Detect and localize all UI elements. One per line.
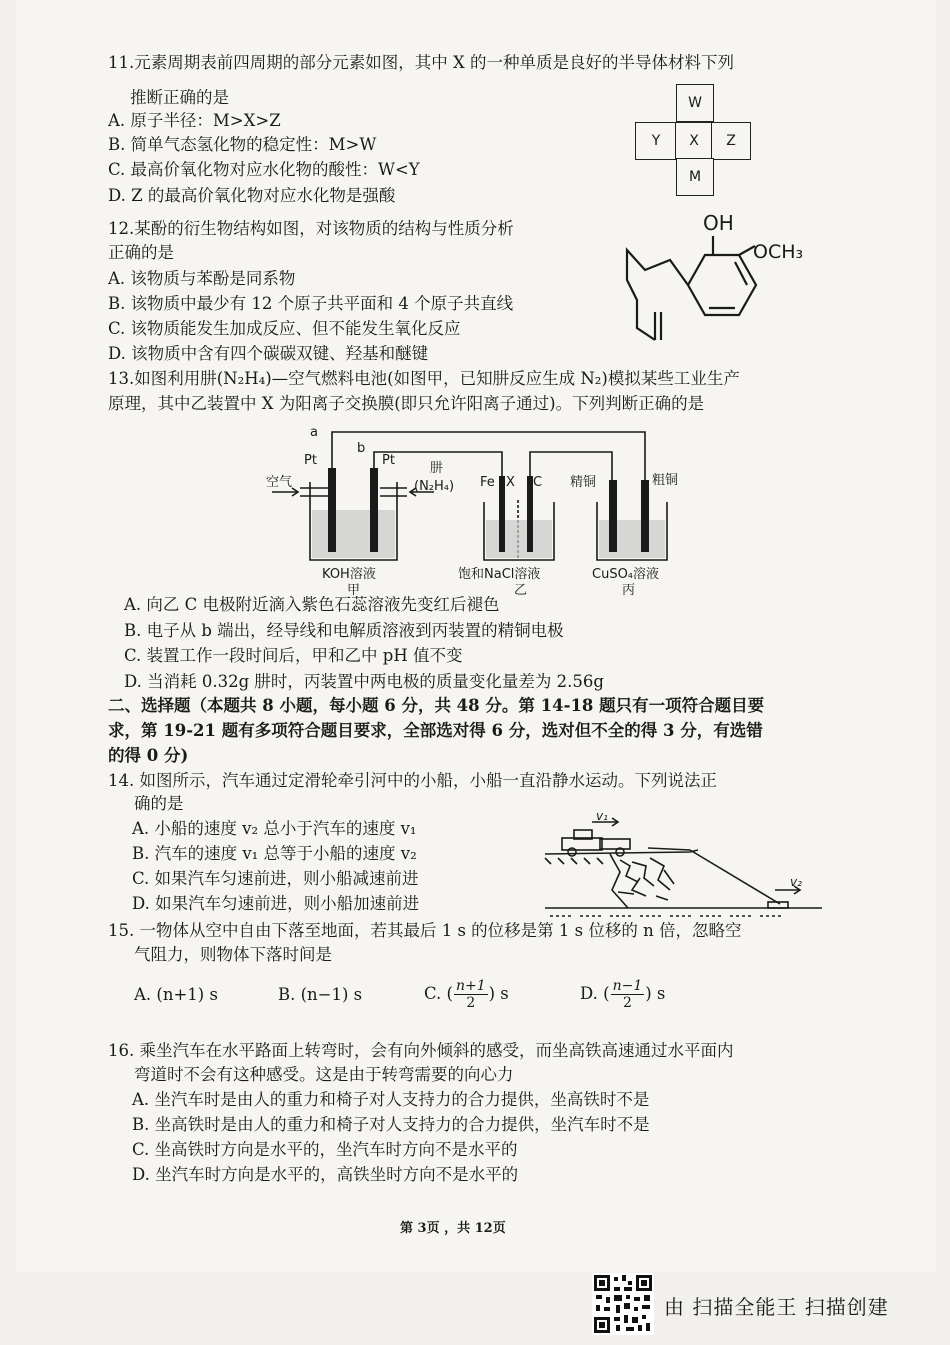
q11-stem-line1: 11.元素周期表前四周期的部分元素如图，其中 X 的一种单质是良好的半导体材料下列 [108, 53, 734, 72]
q15-stem-line2: 气阻力，则物体下落时间是 [134, 945, 332, 964]
section2-line1: 二、选择题（本题共 8 小题，每小题 6 分，共 48 分。第 14-18 题只有一项符合题目要 [108, 696, 765, 715]
scanner-watermark: 由 扫描全能王 扫描创建 [664, 1295, 889, 1319]
q15-option-a: A. (n+1) s [134, 985, 218, 1004]
q13-option-c: C. 装置工作一段时间后，甲和乙中 pH 值不变 [124, 646, 463, 665]
q14-option-a: A. 小船的速度 v₂ 总小于汽车的速度 v₁ [132, 819, 417, 838]
q15-d-numerator: n−1 [612, 978, 643, 994]
label-b: b [357, 441, 366, 456]
q14-stem-line1: 14. 如图所示，汽车通过定滑轮牵引河中的小船，小船一直沿静水运动。下列说法正 [108, 771, 717, 790]
q15-c-numerator: n+1 [455, 978, 486, 994]
q13-option-a: A. 向乙 C 电极附近滴入紫色石蕊溶液先变红后褪色 [124, 595, 500, 614]
q11-option-b: B. 简单气态氢化物的稳定性：M>W [108, 135, 377, 154]
q15-c-denominator: 2 [466, 995, 476, 1011]
q15-stem-line1: 15. 一物体从空中自由下落至地面，若其最后 1 s 的位移是第 1 s 位移的 n 倍，忽略空 [108, 921, 742, 940]
q15-d-denominator: 2 [622, 995, 632, 1011]
section2-line3: 的得 0 分) [108, 746, 189, 765]
q15-option-c-label: C. ( [424, 984, 453, 1003]
page-number: 第 3页 ，共 12页 [400, 1221, 506, 1236]
q14-option-b: B. 汽车的速度 v₁ 总等于小船的速度 v₂ [132, 844, 417, 863]
q15-option-c-tail: ) s [488, 984, 509, 1003]
q12-option-b: B. 该物质中最少有 12 个原子共平面和 4 个原子共直线 [108, 294, 514, 313]
q12-option-a: A. 该物质与苯酚是同系物 [108, 269, 296, 288]
q16-option-d: D. 坐汽车时方向是水平的，高铁坐时方向不是水平的 [132, 1165, 519, 1184]
q11-option-a: A. 原子半径：M>X>Z [108, 111, 281, 130]
q12-option-d: D. 该物质中含有四个碳碳双键、羟基和醚键 [108, 344, 429, 363]
cell-m: M [676, 158, 714, 196]
q16-option-b: B. 坐高铁时是由人的重力和椅子对人支持力的合力提供，坐汽车时不是 [132, 1115, 650, 1134]
label-nacl: 饱和NaCl溶液 [458, 567, 541, 582]
v1-label: v₁ [596, 812, 608, 823]
q13-option-b: B. 电子从 b 端出，经导线和电解质溶液到丙装置的精铜电极 [124, 621, 564, 640]
label-jia: 甲 [347, 583, 361, 598]
label-fe: Fe [480, 475, 495, 490]
qr-code-icon [592, 1273, 654, 1335]
q15-option-d-fraction [611, 978, 645, 1011]
q14-option-d: D. 如果汽车匀速前进，则小船加速前进 [132, 894, 420, 913]
q12-stem-line1: 12.某酚的衍生物结构如图，对该物质的结构与性质分析 [108, 219, 514, 238]
q12-option-c: C. 该物质能发生加成反应、但不能发生氧化反应 [108, 319, 461, 338]
q11-option-d: D. Z 的最高价氧化物对应水化物是强酸 [108, 186, 396, 205]
section2-line2: 求，第 19-21 题有多项符合题目要求，全部选对得 6 分，选对但不全的得 3 分，有选错 [108, 721, 763, 740]
q13-stem-line1: 13.如图利用肼(N₂H₄)—空气燃料电池(如图甲，已知肼反应生成 N₂)模拟某些工业生产 [108, 369, 740, 388]
q15-option-c [424, 976, 509, 1012]
v2-label: v₂ [790, 875, 802, 889]
q14-stem-line2: 确的是 [134, 794, 184, 813]
label-x: X [506, 475, 515, 490]
phenol-derivative-structure [615, 200, 845, 350]
label-pt-right: Pt [382, 453, 395, 468]
q14-option-c: C. 如果汽车匀速前进，则小船减速前进 [132, 869, 419, 888]
q15-option-d [580, 976, 665, 1012]
label-pure-copper: 精铜 [570, 475, 597, 490]
q11-option-c: C. 最高价氧化物对应水化物的酸性：W<Y [108, 160, 420, 179]
label-crude-copper: 粗铜 [652, 473, 679, 488]
q16-option-a: A. 坐汽车时是由人的重力和椅子对人支持力的合力提供，坐高铁时不是 [132, 1090, 650, 1109]
q16-stem-line2: 弯道时不会有这种感受。这是由于转弯需要的向心力 [134, 1065, 514, 1084]
label-cuso4: CuSO₄溶液 [592, 567, 660, 582]
q11-stem-line2: 推断正确的是 [130, 88, 229, 107]
q13-stem-line2: 原理，其中乙装置中 X 为阳离子交换膜(即只允许阳离子通过)。下列判断正确的是 [108, 394, 705, 413]
q15-option-b: B. (n−1) s [278, 985, 363, 1004]
label-hydrazine-formula: (N₂H₄) [414, 479, 455, 494]
q15-option-d-label: D. ( [580, 984, 610, 1003]
cell-w: W [676, 84, 714, 122]
car-boat-pulley-diagram [540, 812, 825, 917]
label-hydrazine: 肼 [430, 461, 444, 476]
label-bing: 丙 [622, 583, 636, 598]
q15-option-c-fraction [454, 978, 488, 1011]
och3-label: OCH₃ [753, 241, 804, 263]
oh-label: OH [703, 211, 734, 235]
label-air: 空气 [266, 475, 293, 490]
q12-stem-line2: 正确的是 [108, 243, 174, 262]
label-yi: 乙 [514, 583, 528, 598]
label-a: a [310, 425, 318, 440]
q15-option-d-tail: ) s [645, 984, 666, 1003]
q16-option-c: C. 坐高铁时方向是水平的，坐汽车时方向不是水平的 [132, 1140, 518, 1159]
cell-z: Z [711, 122, 751, 160]
q13-option-d: D. 当消耗 0.32g 肼时，丙装置中两电极的质量变化量差为 2.56g [124, 672, 604, 691]
cell-y: Y [635, 122, 677, 160]
electrochemistry-diagram [262, 420, 702, 602]
cell-x: X [675, 122, 713, 160]
label-koh: KOH溶液 [322, 567, 376, 582]
label-pt-left: Pt [304, 453, 317, 468]
q16-stem-line1: 16. 乘坐汽车在水平路面上转弯时，会有向外倾斜的感受，而坐高铁高速通过水平面内 [108, 1041, 734, 1060]
label-c: C [533, 475, 543, 490]
